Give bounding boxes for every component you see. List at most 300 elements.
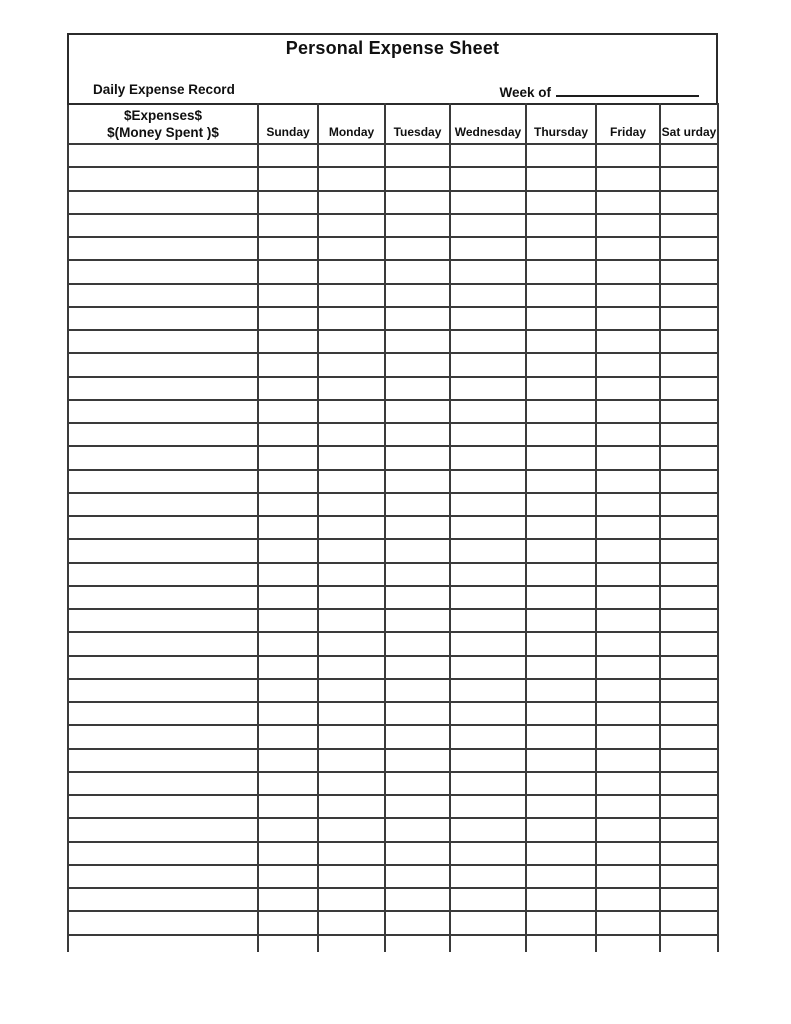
day-amount-cell <box>450 632 526 655</box>
day-amount-cell <box>318 400 385 423</box>
day-amount-cell <box>660 632 718 655</box>
day-amount-cell <box>526 702 596 725</box>
day-amount-cell <box>450 284 526 307</box>
day-amount-cell <box>258 865 318 888</box>
day-amount-cell <box>526 563 596 586</box>
day-amount-cell <box>660 423 718 446</box>
expense-item-cell <box>68 144 258 167</box>
day-amount-cell <box>258 609 318 632</box>
day-amount-cell <box>258 144 318 167</box>
table-row <box>68 260 718 283</box>
day-amount-cell <box>318 725 385 748</box>
day-amount-cell <box>258 725 318 748</box>
day-amount-cell <box>596 563 660 586</box>
day-amount-cell <box>596 446 660 469</box>
expense-table <box>67 103 719 952</box>
expense-item-cell <box>68 493 258 516</box>
table-row <box>68 214 718 237</box>
day-amount-cell <box>385 191 450 214</box>
table-row <box>68 795 718 818</box>
week-of-blank-line <box>556 82 699 97</box>
day-amount-cell <box>450 330 526 353</box>
expense-item-cell <box>68 446 258 469</box>
day-amount-cell <box>596 795 660 818</box>
day-amount-cell <box>450 935 526 952</box>
day-amount-cell <box>450 214 526 237</box>
day-amount-cell <box>596 167 660 190</box>
table-row <box>68 307 718 330</box>
day-amount-cell <box>596 539 660 562</box>
table-row <box>68 353 718 376</box>
day-amount-cell <box>385 539 450 562</box>
column-header-thursday: Thursday <box>526 104 596 144</box>
day-amount-cell <box>450 307 526 330</box>
expense-item-cell <box>68 237 258 260</box>
day-amount-cell <box>450 609 526 632</box>
table-row <box>68 167 718 190</box>
day-amount-cell <box>526 911 596 934</box>
table-row <box>68 888 718 911</box>
week-of-field <box>499 82 699 100</box>
day-amount-cell <box>385 307 450 330</box>
expenses-column-header <box>68 104 258 144</box>
day-amount-cell <box>660 749 718 772</box>
expense-item-cell <box>68 865 258 888</box>
expense-rows <box>68 144 718 952</box>
day-amount-cell <box>526 353 596 376</box>
day-amount-cell <box>385 865 450 888</box>
day-amount-cell <box>450 237 526 260</box>
expenses-header-line2: $(Money Spent )$ <box>107 125 219 140</box>
day-amount-cell <box>526 400 596 423</box>
day-amount-cell <box>660 539 718 562</box>
day-amount-cell <box>385 842 450 865</box>
day-amount-cell <box>526 842 596 865</box>
day-amount-cell <box>596 330 660 353</box>
day-amount-cell <box>450 377 526 400</box>
day-amount-cell <box>318 842 385 865</box>
day-amount-cell <box>318 191 385 214</box>
day-amount-cell <box>258 632 318 655</box>
day-amount-cell <box>596 470 660 493</box>
day-amount-cell <box>258 679 318 702</box>
table-row <box>68 330 718 353</box>
expense-item-cell <box>68 260 258 283</box>
day-amount-cell <box>318 888 385 911</box>
day-amount-cell <box>318 563 385 586</box>
day-amount-cell <box>385 377 450 400</box>
day-amount-cell <box>450 539 526 562</box>
day-amount-cell <box>450 260 526 283</box>
day-amount-cell <box>596 888 660 911</box>
day-amount-cell <box>385 516 450 539</box>
day-amount-cell <box>596 679 660 702</box>
day-amount-cell <box>526 935 596 952</box>
day-amount-cell <box>660 330 718 353</box>
table-row <box>68 656 718 679</box>
day-amount-cell <box>318 818 385 841</box>
day-amount-cell <box>318 423 385 446</box>
table-row <box>68 911 718 934</box>
day-amount-cell <box>385 609 450 632</box>
day-amount-cell <box>450 911 526 934</box>
day-amount-cell <box>596 842 660 865</box>
day-amount-cell <box>660 191 718 214</box>
day-amount-cell <box>526 749 596 772</box>
table-row <box>68 191 718 214</box>
day-amount-cell <box>318 679 385 702</box>
day-amount-cell <box>660 795 718 818</box>
day-amount-cell <box>258 423 318 446</box>
day-amount-cell <box>596 632 660 655</box>
day-amount-cell <box>596 749 660 772</box>
day-amount-cell <box>596 725 660 748</box>
day-amount-cell <box>258 888 318 911</box>
day-amount-cell <box>596 307 660 330</box>
day-amount-cell <box>385 702 450 725</box>
expense-item-cell <box>68 911 258 934</box>
day-amount-cell <box>596 609 660 632</box>
day-amount-cell <box>596 144 660 167</box>
day-amount-cell <box>258 818 318 841</box>
day-amount-cell <box>318 935 385 952</box>
day-amount-cell <box>526 725 596 748</box>
day-amount-cell <box>258 214 318 237</box>
table-row <box>68 516 718 539</box>
day-amount-cell <box>660 563 718 586</box>
day-amount-cell <box>526 284 596 307</box>
day-amount-cell <box>660 609 718 632</box>
expense-item-cell <box>68 516 258 539</box>
day-amount-cell <box>318 516 385 539</box>
day-amount-cell <box>258 493 318 516</box>
expense-item-cell <box>68 609 258 632</box>
expense-item-cell <box>68 888 258 911</box>
day-amount-cell <box>385 423 450 446</box>
table-row <box>68 237 718 260</box>
day-amount-cell <box>596 353 660 376</box>
day-amount-cell <box>526 330 596 353</box>
day-amount-cell <box>450 191 526 214</box>
table-row <box>68 702 718 725</box>
day-amount-cell <box>258 702 318 725</box>
expense-item-cell <box>68 795 258 818</box>
day-amount-cell <box>526 144 596 167</box>
expense-item-cell <box>68 702 258 725</box>
day-amount-cell <box>385 586 450 609</box>
day-amount-cell <box>318 330 385 353</box>
day-amount-cell <box>318 377 385 400</box>
day-amount-cell <box>660 772 718 795</box>
day-amount-cell <box>526 377 596 400</box>
column-header-friday: Friday <box>596 104 660 144</box>
day-amount-cell <box>258 586 318 609</box>
table-row <box>68 493 718 516</box>
day-amount-cell <box>385 656 450 679</box>
day-amount-cell <box>596 377 660 400</box>
day-amount-cell <box>385 818 450 841</box>
day-amount-cell <box>318 493 385 516</box>
expense-item-cell <box>68 679 258 702</box>
day-amount-cell <box>450 656 526 679</box>
sheet-header <box>67 33 718 103</box>
day-amount-cell <box>450 702 526 725</box>
day-amount-cell <box>318 656 385 679</box>
day-amount-cell <box>318 214 385 237</box>
table-row <box>68 423 718 446</box>
table-row <box>68 725 718 748</box>
day-amount-cell <box>596 935 660 952</box>
day-amount-cell <box>660 911 718 934</box>
day-amount-cell <box>318 702 385 725</box>
day-amount-cell <box>450 865 526 888</box>
day-amount-cell <box>258 656 318 679</box>
day-amount-cell <box>318 632 385 655</box>
column-header-wednesday: Wednesday <box>450 104 526 144</box>
day-amount-cell <box>385 888 450 911</box>
day-amount-cell <box>450 772 526 795</box>
day-amount-cell <box>258 353 318 376</box>
day-amount-cell <box>526 609 596 632</box>
day-amount-cell <box>526 516 596 539</box>
day-amount-cell <box>526 470 596 493</box>
day-amount-cell <box>450 353 526 376</box>
day-amount-cell <box>660 214 718 237</box>
expense-item-cell <box>68 842 258 865</box>
expense-item-cell <box>68 214 258 237</box>
day-amount-cell <box>526 493 596 516</box>
day-amount-cell <box>450 586 526 609</box>
week-of-label: Week of <box>499 85 551 100</box>
day-amount-cell <box>385 493 450 516</box>
expense-item-cell <box>68 772 258 795</box>
day-amount-cell <box>450 888 526 911</box>
day-amount-cell <box>660 586 718 609</box>
expense-item-cell <box>68 400 258 423</box>
day-amount-cell <box>258 284 318 307</box>
day-amount-cell <box>596 818 660 841</box>
day-amount-cell <box>318 795 385 818</box>
day-amount-cell <box>385 632 450 655</box>
day-amount-cell <box>385 935 450 952</box>
day-amount-cell <box>660 493 718 516</box>
day-amount-cell <box>318 167 385 190</box>
day-amount-cell <box>450 144 526 167</box>
day-amount-cell <box>660 818 718 841</box>
table-row <box>68 749 718 772</box>
day-amount-cell <box>596 702 660 725</box>
day-amount-cell <box>596 214 660 237</box>
day-amount-cell <box>596 191 660 214</box>
day-amount-cell <box>660 865 718 888</box>
day-amount-cell <box>450 493 526 516</box>
day-amount-cell <box>385 167 450 190</box>
day-amount-cell <box>660 679 718 702</box>
day-amount-cell <box>318 609 385 632</box>
day-amount-cell <box>450 470 526 493</box>
day-amount-cell <box>596 656 660 679</box>
table-row <box>68 772 718 795</box>
expense-item-cell <box>68 330 258 353</box>
day-amount-cell <box>526 888 596 911</box>
day-amount-cell <box>526 214 596 237</box>
day-amount-cell <box>660 842 718 865</box>
table-header-row <box>68 104 718 144</box>
day-amount-cell <box>660 725 718 748</box>
day-amount-cell <box>258 911 318 934</box>
daily-expense-record-label: Daily Expense Record <box>93 82 235 97</box>
day-amount-cell <box>660 377 718 400</box>
day-amount-cell <box>526 446 596 469</box>
table-row <box>68 377 718 400</box>
day-amount-cell <box>258 563 318 586</box>
day-amount-cell <box>258 446 318 469</box>
day-amount-cell <box>596 423 660 446</box>
day-amount-cell <box>596 911 660 934</box>
expense-item-cell <box>68 563 258 586</box>
day-amount-cell <box>526 539 596 562</box>
day-amount-cell <box>450 563 526 586</box>
day-amount-cell <box>318 260 385 283</box>
table-row-partial <box>68 935 718 952</box>
expense-item-cell <box>68 353 258 376</box>
day-amount-cell <box>596 400 660 423</box>
day-amount-cell <box>526 260 596 283</box>
day-amount-cell <box>258 749 318 772</box>
table-row <box>68 632 718 655</box>
day-amount-cell <box>318 586 385 609</box>
expenses-header-line1: $Expenses$ <box>123 107 203 123</box>
day-amount-cell <box>450 842 526 865</box>
day-amount-cell <box>258 191 318 214</box>
expense-item-cell <box>68 725 258 748</box>
day-amount-cell <box>660 656 718 679</box>
column-header-saturday: Sat urday <box>660 104 718 144</box>
expense-item-cell <box>68 191 258 214</box>
day-amount-cell <box>596 284 660 307</box>
day-amount-cell <box>450 446 526 469</box>
table-row <box>68 818 718 841</box>
day-amount-cell <box>385 144 450 167</box>
day-amount-cell <box>385 260 450 283</box>
day-amount-cell <box>660 144 718 167</box>
day-amount-cell <box>596 772 660 795</box>
expense-item-cell <box>68 470 258 493</box>
day-amount-cell <box>258 842 318 865</box>
day-amount-cell <box>318 911 385 934</box>
table-row <box>68 470 718 493</box>
expense-item-cell <box>68 656 258 679</box>
day-amount-cell <box>450 679 526 702</box>
expense-item-cell <box>68 749 258 772</box>
day-amount-cell <box>526 679 596 702</box>
day-amount-cell <box>596 865 660 888</box>
day-amount-cell <box>385 284 450 307</box>
day-amount-cell <box>258 772 318 795</box>
day-amount-cell <box>385 400 450 423</box>
expense-item-cell <box>68 818 258 841</box>
day-amount-cell <box>450 167 526 190</box>
day-amount-cell <box>258 470 318 493</box>
expense-item-cell <box>68 539 258 562</box>
day-amount-cell <box>318 749 385 772</box>
day-amount-cell <box>385 563 450 586</box>
expense-item-cell <box>68 935 258 952</box>
day-amount-cell <box>450 818 526 841</box>
expense-item-cell <box>68 377 258 400</box>
day-amount-cell <box>660 260 718 283</box>
day-amount-cell <box>258 935 318 952</box>
day-amount-cell <box>596 260 660 283</box>
day-amount-cell <box>318 470 385 493</box>
day-amount-cell <box>385 725 450 748</box>
table-row <box>68 446 718 469</box>
table-row <box>68 144 718 167</box>
day-amount-cell <box>660 446 718 469</box>
day-amount-cell <box>660 284 718 307</box>
table-row <box>68 865 718 888</box>
expense-item-cell <box>68 586 258 609</box>
day-amount-cell <box>450 423 526 446</box>
day-amount-cell <box>385 237 450 260</box>
day-amount-cell <box>526 307 596 330</box>
day-amount-cell <box>258 516 318 539</box>
day-amount-cell <box>450 749 526 772</box>
day-amount-cell <box>660 470 718 493</box>
day-amount-cell <box>660 400 718 423</box>
day-amount-cell <box>318 446 385 469</box>
day-amount-cell <box>596 493 660 516</box>
table-row <box>68 609 718 632</box>
expense-item-cell <box>68 307 258 330</box>
day-amount-cell <box>660 702 718 725</box>
day-amount-cell <box>660 888 718 911</box>
day-amount-cell <box>258 167 318 190</box>
day-amount-cell <box>258 539 318 562</box>
day-amount-cell <box>660 237 718 260</box>
day-amount-cell <box>660 935 718 952</box>
day-amount-cell <box>258 795 318 818</box>
expense-item-cell <box>68 423 258 446</box>
day-amount-cell <box>660 167 718 190</box>
column-header-sunday: Sunday <box>258 104 318 144</box>
day-amount-cell <box>318 539 385 562</box>
expense-sheet <box>67 33 718 952</box>
day-amount-cell <box>526 865 596 888</box>
day-amount-cell <box>526 167 596 190</box>
expense-item-cell <box>68 632 258 655</box>
day-amount-cell <box>258 400 318 423</box>
day-amount-cell <box>660 516 718 539</box>
day-amount-cell <box>258 260 318 283</box>
day-amount-cell <box>318 307 385 330</box>
day-amount-cell <box>385 795 450 818</box>
day-amount-cell <box>450 516 526 539</box>
day-amount-cell <box>660 307 718 330</box>
day-amount-cell <box>385 772 450 795</box>
column-header-tuesday: Tuesday <box>385 104 450 144</box>
day-amount-cell <box>258 307 318 330</box>
day-amount-cell <box>385 214 450 237</box>
column-header-monday: Monday <box>318 104 385 144</box>
table-row <box>68 284 718 307</box>
day-amount-cell <box>258 377 318 400</box>
day-amount-cell <box>450 400 526 423</box>
day-amount-cell <box>450 725 526 748</box>
table-row <box>68 563 718 586</box>
day-amount-cell <box>258 330 318 353</box>
day-amount-cell <box>318 353 385 376</box>
